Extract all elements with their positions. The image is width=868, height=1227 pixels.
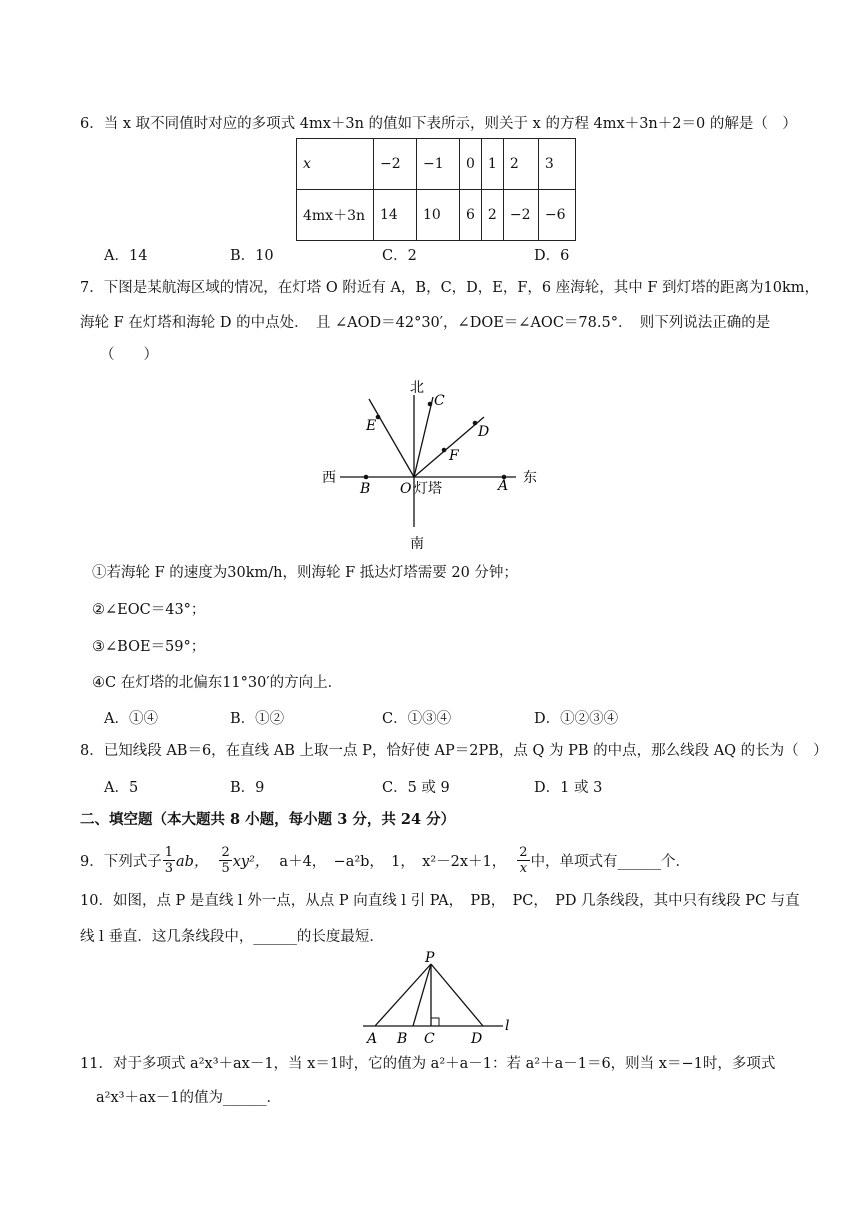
q8-option-b[interactable]: B．9 xyxy=(230,780,265,796)
point-c xyxy=(428,402,433,407)
table-cell: 2 xyxy=(503,139,538,190)
q7-option-a[interactable]: A．①④ xyxy=(104,711,158,727)
q7-option-b[interactable]: B．①② xyxy=(230,711,285,727)
q7-statement-2: ②∠EOC＝43°； xyxy=(92,602,206,618)
ray-oe xyxy=(369,399,414,477)
table-cell: −2 xyxy=(374,139,417,190)
label-east: 东 xyxy=(523,470,537,486)
table-cell: x xyxy=(297,139,374,190)
q6-stem: 6．当 x 取不同值时对应的多项式 4mx＋3n 的值如下表所示，则关于 x 的方程 4mx＋3n＋2＝0 的解是（ ） xyxy=(80,116,797,132)
table-cell: 14 xyxy=(374,190,417,241)
table-cell: 1 xyxy=(481,139,503,190)
label-p: P xyxy=(425,950,435,966)
table-cell: −6 xyxy=(538,190,575,241)
q7-statement-3: ③∠BOE＝59°； xyxy=(92,639,206,655)
fraction-numerator: 2 xyxy=(519,844,528,860)
table-cell: 10 xyxy=(417,190,460,241)
q9-term-1: ab， xyxy=(176,853,209,870)
q8-stem: 8．已知线段 AB＝6，在直线 AB 上取一点 P，恰好使 AP＝2PB，点 Q 为 PB 的中点，那么线段 AQ 的长为（ ） xyxy=(80,743,828,759)
q9-terms-middle: a＋4， −a²b， 1， x²－2x＋1， xyxy=(279,853,507,870)
section-title: 二、填空题（本大题共 8 小题，每小题 3 分，共 24 分） xyxy=(80,811,456,828)
label-north: 北 xyxy=(410,380,424,396)
q7-stem-line3: （ ） xyxy=(100,347,158,363)
table-row xyxy=(297,139,576,190)
q6-option-d[interactable]: D．6 xyxy=(534,248,570,264)
point-d xyxy=(473,421,478,426)
q7-option-d[interactable]: D．①②③④ xyxy=(534,711,619,727)
ray-oc xyxy=(414,397,433,477)
q6-value-table xyxy=(296,138,576,241)
q10-line1: 10．如图，点 P 是直线 l 外一点，从点 P 向直线 l 引 PA， PB， PC， PD 几条线段，其中只有线段 PC 与直 xyxy=(80,893,800,909)
table-cell: −2 xyxy=(503,190,538,241)
q7-option-c[interactable]: C．①③④ xyxy=(382,711,452,727)
q9-stem xyxy=(80,838,690,882)
lighthouse-diagram xyxy=(320,375,550,555)
point-e xyxy=(376,415,381,420)
fraction-denominator: 3 xyxy=(164,860,174,876)
label-d: D xyxy=(478,424,490,440)
table-cell: 3 xyxy=(538,139,575,190)
label-f: F xyxy=(449,448,459,464)
q11-line1: 11．对于多项式 a²x³＋ax－1，当 x＝1时，它的值为 a²＋a－1：若 a²＋a－1＝6，则当 x＝−1时，多项式 xyxy=(80,1056,776,1072)
label-b: B xyxy=(360,481,371,497)
ray-od xyxy=(414,417,484,477)
label-o: O xyxy=(400,481,412,497)
label-west: 西 xyxy=(322,470,336,486)
q7-stem-line2: 海轮 F 在灯塔和海轮 D 的中点处． 且 ∠AOD＝42°30′，∠DOE＝∠AOC＝78.5°． 则下列说法正确的是 xyxy=(80,315,771,331)
q8-option-c[interactable]: C．5 或 9 xyxy=(382,780,450,796)
q9-prefix: 9．下列式子 xyxy=(80,853,162,870)
q7-statement-4: ④C 在灯塔的北偏东11°30′的方向上． xyxy=(92,675,343,691)
q7-stem-line1: 7．下图是某航海区域的情况，在灯塔 O 附近有 A，B，C，D，E，F，6 座海轮，其中 F 到灯塔的距离为10km， xyxy=(80,280,820,296)
label-d: D xyxy=(471,1031,483,1047)
fraction-denominator: 5 xyxy=(221,860,230,876)
q9-fraction-3 xyxy=(517,845,529,876)
fraction-numerator: 2 xyxy=(221,844,230,860)
label-a: A xyxy=(367,1031,378,1047)
label-b: B xyxy=(397,1031,408,1047)
q6-option-c[interactable]: C．2 xyxy=(382,248,417,264)
q9-suffix: 中，单项式有______个． xyxy=(530,853,691,870)
fraction-denominator: x xyxy=(519,860,528,876)
table-cell: 0 xyxy=(460,139,482,190)
point-b xyxy=(364,475,369,480)
label-a: A xyxy=(498,478,509,494)
label-lighthouse: 灯塔 xyxy=(414,481,442,497)
fraction-numerator: 1 xyxy=(164,844,174,860)
label-e: E xyxy=(366,418,377,434)
table-row xyxy=(297,190,576,241)
table-cell: −1 xyxy=(417,139,460,190)
label-south: 南 xyxy=(410,536,424,552)
point-f xyxy=(442,448,447,453)
q11-line2: a²x³＋ax－1的值为______． xyxy=(96,1090,281,1106)
segment-pd xyxy=(431,964,483,1026)
q8-option-a[interactable]: A．5 xyxy=(104,780,139,796)
q9-fraction-1 xyxy=(163,845,175,876)
right-angle-mark xyxy=(431,1018,439,1026)
table-cell: 6 xyxy=(460,190,482,241)
q6-option-a[interactable]: A．14 xyxy=(104,248,148,264)
q6-option-b[interactable]: B．10 xyxy=(230,248,274,264)
perpendicular-diagram xyxy=(355,950,525,1050)
q10-line2: 线 l 垂直．这几条线段中，______的长度最短． xyxy=(80,929,384,945)
table-cell: 4mx＋3n xyxy=(297,190,374,241)
q9-fraction-2 xyxy=(219,845,231,876)
label-c: C xyxy=(434,393,445,409)
label-l: l xyxy=(505,1018,510,1034)
q9-term-2: xy²， xyxy=(232,853,270,870)
table-cell: 2 xyxy=(481,190,503,241)
q8-option-d[interactable]: D．1 或 3 xyxy=(534,780,603,796)
q7-statement-1: ①若海轮 F 的速度为30km/h，则海轮 F 抵达灯塔需要 20 分钟； xyxy=(92,565,518,581)
label-c: C xyxy=(424,1031,435,1047)
